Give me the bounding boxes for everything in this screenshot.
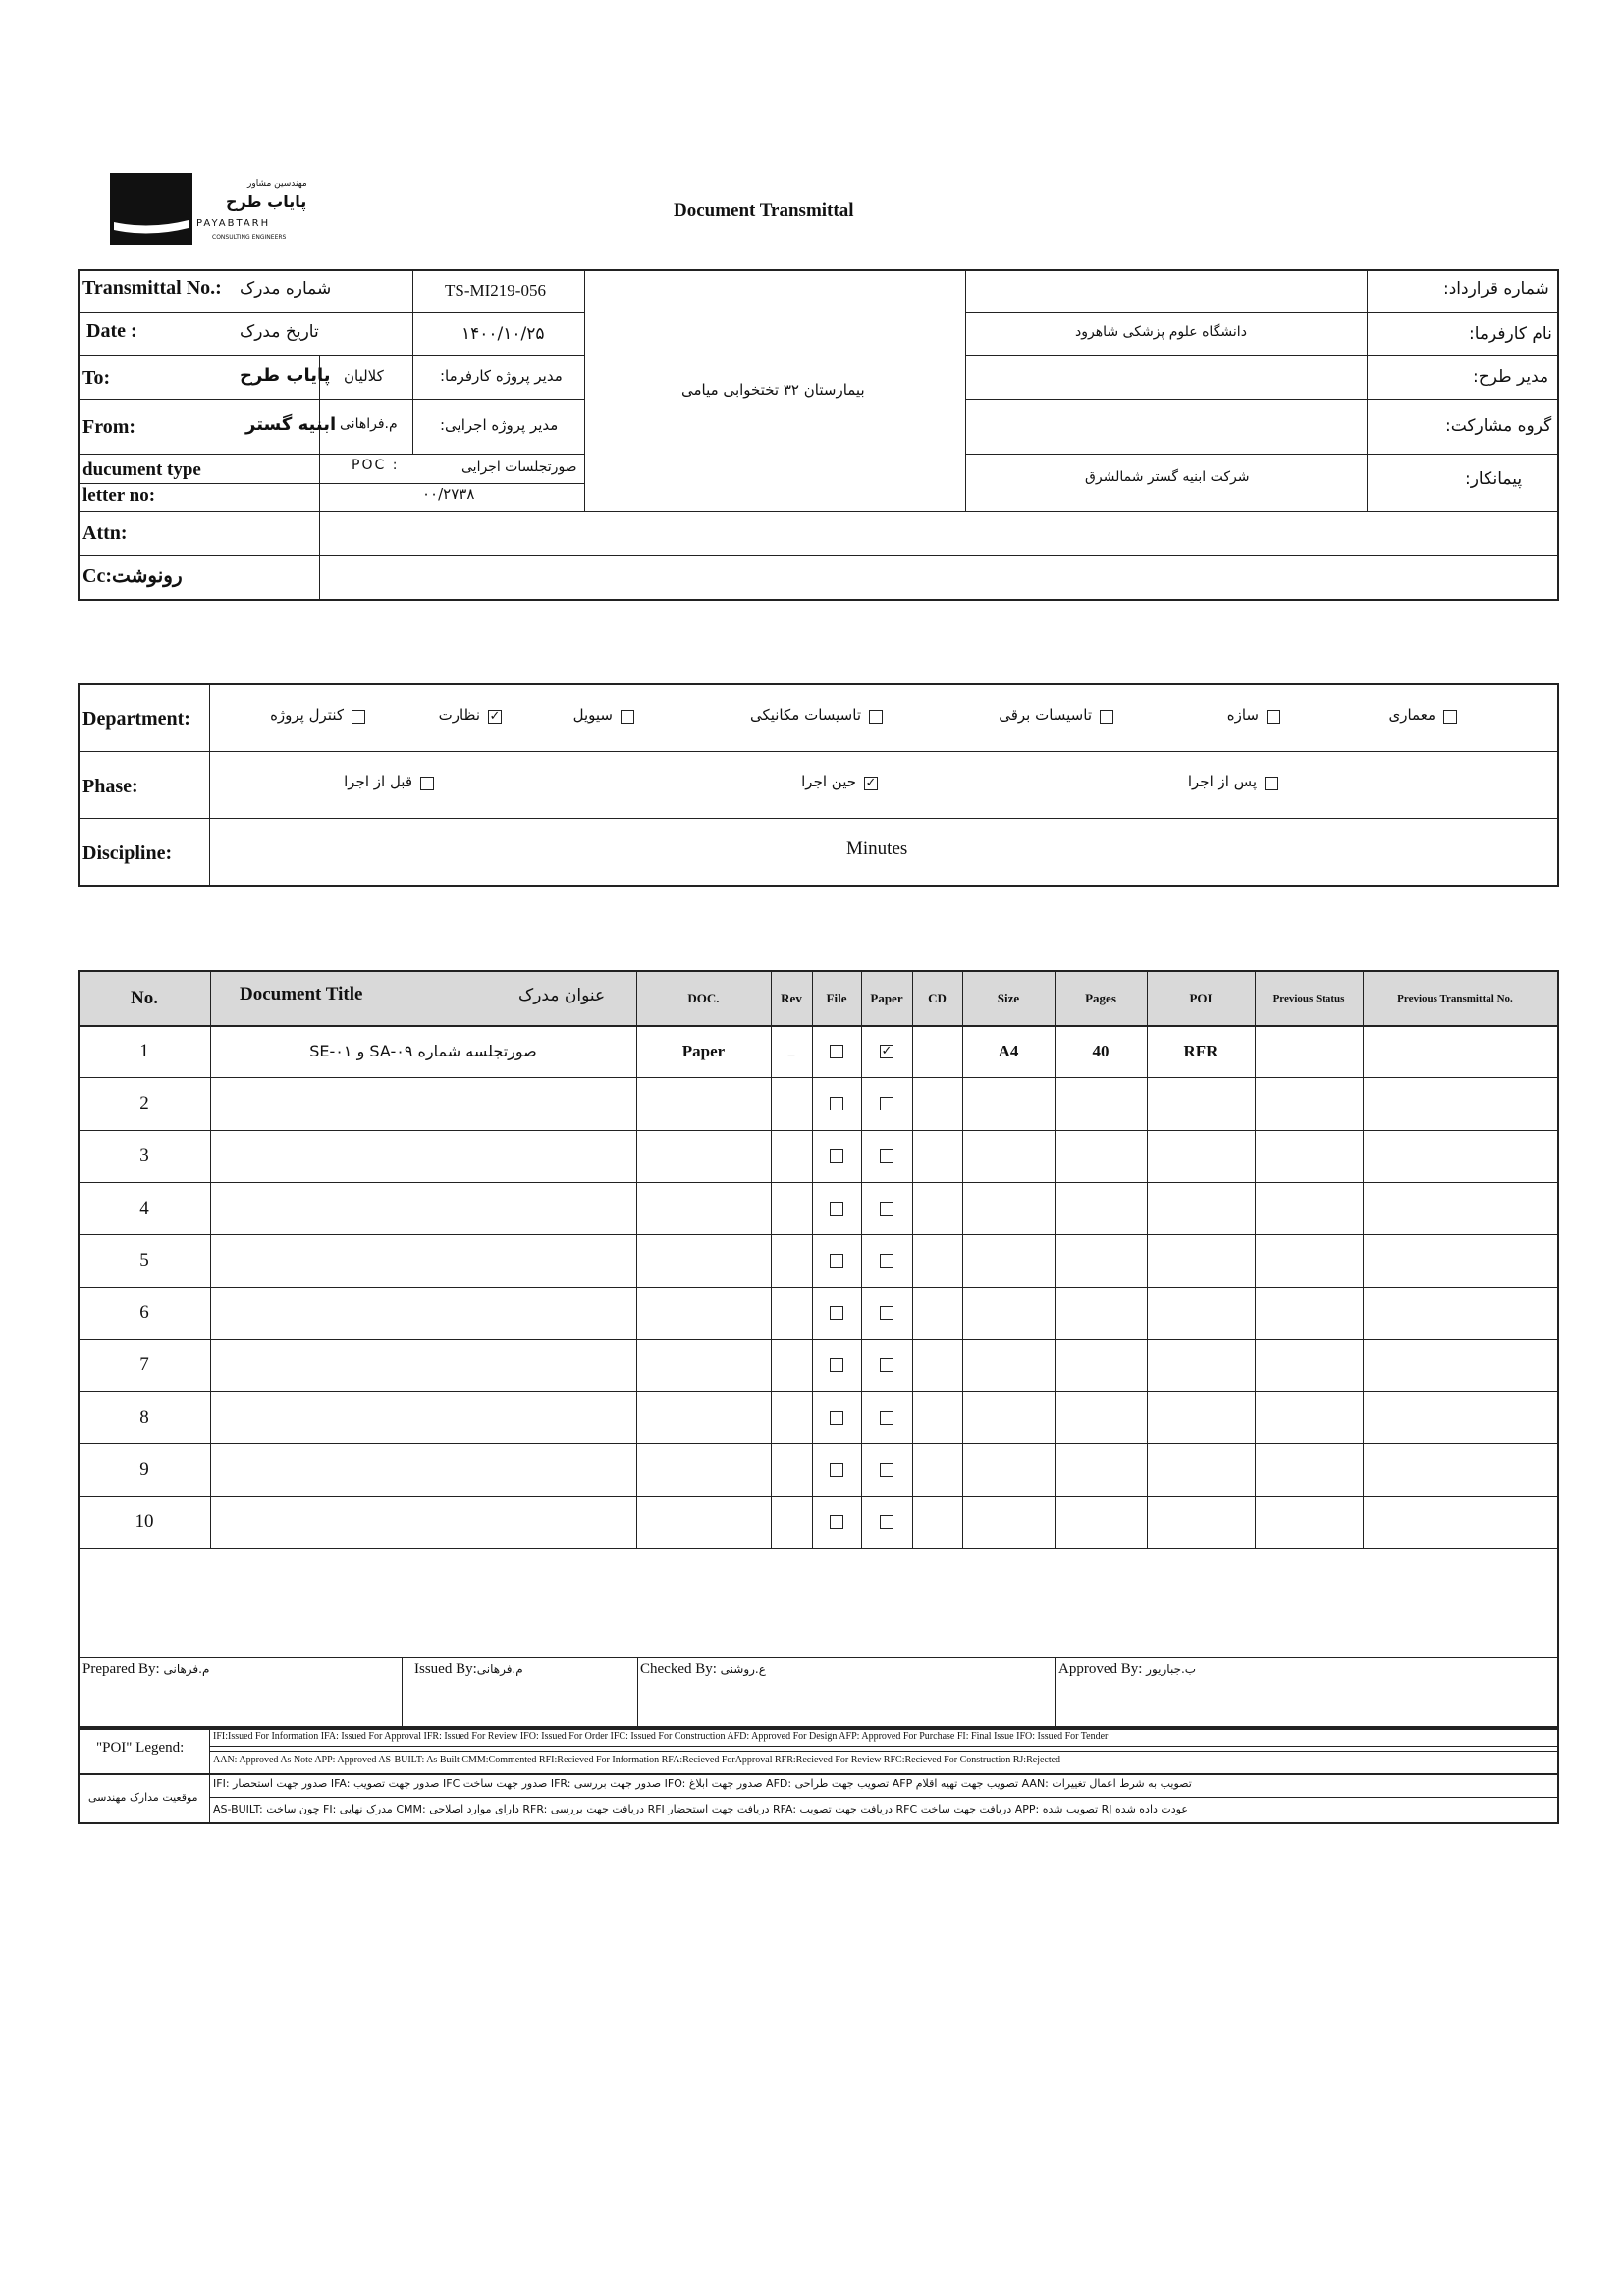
row-poi bbox=[1147, 1234, 1255, 1286]
row-doc bbox=[636, 1443, 771, 1495]
row-poi bbox=[1147, 1130, 1255, 1182]
row-doc: Paper bbox=[681, 1041, 726, 1060]
row-poi bbox=[1147, 1182, 1255, 1234]
department-checkbox[interactable] bbox=[352, 710, 365, 724]
col-header-paper: Paper bbox=[870, 991, 903, 1005]
row-rev bbox=[771, 1339, 812, 1391]
approved-by-label: Approved By: ب.جباریور bbox=[1058, 1661, 1197, 1677]
department-checkbox[interactable] bbox=[869, 710, 883, 724]
doc-type-value: صورتجلسات اجرایی bbox=[461, 460, 577, 475]
phase-checkbox[interactable] bbox=[420, 777, 434, 790]
row-no: 3 bbox=[139, 1145, 149, 1166]
row-pages bbox=[1055, 1443, 1147, 1495]
row-title: صورتجلسه شماره SA-۰۹ و SE-۰۱ bbox=[309, 1042, 537, 1061]
header-box bbox=[78, 269, 1559, 601]
row-no: 6 bbox=[139, 1302, 149, 1324]
phase-option-label: حین اجرا bbox=[801, 773, 856, 790]
doc-type-label: ducument type bbox=[82, 460, 201, 480]
row-file-checkbox[interactable] bbox=[830, 1045, 843, 1058]
row-size bbox=[962, 1391, 1055, 1443]
row-poi bbox=[1147, 1339, 1255, 1391]
row-doc bbox=[636, 1339, 771, 1391]
row-title bbox=[210, 1234, 636, 1286]
attn-label: Attn: bbox=[82, 522, 128, 544]
row-file-checkbox[interactable] bbox=[830, 1149, 843, 1163]
department-option-label: نظارت bbox=[438, 706, 480, 724]
partnership-label: گروه مشارکت: bbox=[1445, 416, 1552, 436]
row-file-checkbox[interactable] bbox=[830, 1515, 843, 1529]
row-paper-checkbox[interactable] bbox=[880, 1202, 893, 1216]
row-title bbox=[210, 1287, 636, 1339]
checked-by-value: ع.روشنی bbox=[720, 1662, 766, 1676]
row-doc bbox=[636, 1077, 771, 1129]
col-header-prev-transmittal: Previous Transmittal No. bbox=[1397, 992, 1513, 1004]
logo-line2: پایاب طرح bbox=[226, 192, 307, 211]
logo-line3: PAYABTARH bbox=[196, 218, 271, 229]
row-rev bbox=[771, 1182, 812, 1234]
row-rev bbox=[771, 1130, 812, 1182]
department-option-label: سیویل bbox=[572, 706, 613, 724]
doc-type-code: POC : bbox=[352, 458, 400, 473]
row-poi: RFR bbox=[1183, 1041, 1218, 1060]
col-header-title-en: Document Title bbox=[240, 984, 363, 1004]
row-size bbox=[962, 1182, 1055, 1234]
poi-legend-label: "POI" Legend: bbox=[96, 1740, 185, 1756]
logo-line4: CONSULTING ENGINEERS bbox=[212, 234, 287, 241]
row-paper-checkbox[interactable] bbox=[880, 1515, 893, 1529]
prepared-by-label: Prepared By: م.فرهانی bbox=[82, 1661, 210, 1677]
transmittal-no-label-fa: شماره مدرک bbox=[240, 279, 332, 298]
col-header-rev: Rev bbox=[781, 991, 802, 1005]
row-pages bbox=[1055, 1077, 1147, 1129]
phase-checkbox[interactable] bbox=[1265, 777, 1278, 790]
transmittal-no-label: Transmittal No.: bbox=[82, 277, 222, 298]
row-paper-checkbox[interactable] bbox=[880, 1358, 893, 1372]
contractor-value: شرکت ابنیه گستر شمالشرق bbox=[1085, 469, 1250, 485]
row-size: A4 bbox=[998, 1041, 1019, 1060]
signature-box bbox=[78, 1657, 1559, 1728]
prepared-by-value: م.فرهانی bbox=[163, 1662, 210, 1676]
from-label: From: bbox=[82, 416, 136, 438]
discipline-label: Discipline: bbox=[82, 842, 173, 864]
col-header-poi: POI bbox=[1189, 991, 1213, 1005]
row-poi bbox=[1147, 1496, 1255, 1548]
col-header-size: Size bbox=[997, 991, 1020, 1005]
row-paper-checkbox[interactable] bbox=[880, 1463, 893, 1477]
row-file-checkbox[interactable] bbox=[830, 1411, 843, 1425]
row-title bbox=[210, 1077, 636, 1129]
issued-by-label: Issued By:م.فرهانی bbox=[414, 1661, 523, 1677]
row-title bbox=[210, 1339, 636, 1391]
row-doc bbox=[636, 1287, 771, 1339]
employer-value: دانشگاه علوم پزشکی شاهرود bbox=[1075, 324, 1247, 340]
row-file-checkbox[interactable] bbox=[830, 1202, 843, 1216]
row-file-checkbox[interactable] bbox=[830, 1306, 843, 1320]
row-doc bbox=[636, 1182, 771, 1234]
logo-mark bbox=[110, 173, 192, 245]
col-header-pages: Pages bbox=[1085, 991, 1116, 1005]
row-paper-checkbox[interactable] bbox=[880, 1306, 893, 1320]
date-label: Date : bbox=[86, 320, 137, 342]
employer-label: نام کارفرما: bbox=[1469, 324, 1552, 344]
row-pages bbox=[1055, 1496, 1147, 1548]
row-rev bbox=[771, 1391, 812, 1443]
checked-by-label: Checked By: ع.روشنی bbox=[640, 1661, 766, 1677]
approved-by-value: ب.جباریور bbox=[1146, 1662, 1197, 1676]
status-legend-label: موقعیت مدارک مهندسی bbox=[88, 1791, 198, 1804]
col-header-title-fa: عنوان مدرک bbox=[518, 986, 606, 1005]
department-checkbox[interactable]: ✓ bbox=[489, 709, 501, 724]
contract-no-label: شماره قرارداد: bbox=[1443, 279, 1549, 298]
row-doc bbox=[636, 1496, 771, 1548]
row-size bbox=[962, 1443, 1055, 1495]
row-no: 8 bbox=[139, 1406, 149, 1428]
department-label: Department: bbox=[82, 708, 190, 730]
department-checkbox[interactable] bbox=[1267, 710, 1280, 724]
row-size bbox=[962, 1496, 1055, 1548]
row-poi bbox=[1147, 1077, 1255, 1129]
department-option-label: کنترل پروژه bbox=[270, 706, 344, 724]
row-rev bbox=[771, 1496, 812, 1548]
row-no: 2 bbox=[139, 1092, 149, 1113]
row-poi bbox=[1147, 1287, 1255, 1339]
date-value: ۱۴۰۰/۱۰/۲۵ bbox=[461, 324, 545, 344]
row-size bbox=[962, 1130, 1055, 1182]
issued-by-value: م.فرهانی bbox=[476, 1662, 523, 1676]
row-paper-checkbox[interactable] bbox=[880, 1149, 893, 1163]
row-title bbox=[210, 1496, 636, 1548]
row-paper-checkbox[interactable] bbox=[880, 1411, 893, 1425]
poi-legend-line1: IFI:Issued For Information IFA: Issued For Approval IFR: Issued For Review IFO: Issued For Order IFC: Issued For Construction AFD: Approved For Design AFP: Approved For Purchase FI: Final Issue IFO: Issued For Tender bbox=[213, 1731, 1109, 1742]
row-pages bbox=[1055, 1287, 1147, 1339]
department-checkbox[interactable] bbox=[1443, 710, 1457, 724]
row-file-checkbox[interactable] bbox=[830, 1358, 843, 1372]
row-no: 5 bbox=[139, 1249, 149, 1271]
phase-label: Phase: bbox=[82, 776, 138, 797]
date-label-fa: تاریخ مدرک bbox=[240, 322, 319, 342]
page-title: Document Transmittal bbox=[674, 200, 854, 221]
phase-checkbox[interactable]: ✓ bbox=[865, 776, 877, 790]
row-pages: 40 bbox=[1092, 1041, 1110, 1060]
row-title bbox=[210, 1130, 636, 1182]
to-person: کلالیان bbox=[344, 367, 384, 385]
row-title bbox=[210, 1391, 636, 1443]
logo-line1: مهندسین مشاور bbox=[247, 179, 307, 189]
row-no: 7 bbox=[139, 1354, 149, 1376]
col-header-cd: CD bbox=[928, 991, 947, 1005]
department-option-label: تاسیسات مکانیکی bbox=[749, 706, 861, 724]
phase-option-label: پس از اجرا bbox=[1187, 773, 1257, 790]
row-poi bbox=[1147, 1443, 1255, 1495]
status-legend-line2: AS-BUILT: چون ساخت FI: مدرک نهایی CMM: دارای موارد اصلاحی RFR: دریافت جهت بررسی RFI دریافت جهت استحضار RFA: دریافت جهت تصویب RFC دریافت جهت ساخت APP: تصویب شده RJ عودت داده شده bbox=[213, 1803, 1188, 1815]
department-option-label: تاسیسات برقی bbox=[999, 706, 1092, 724]
to-value: پایاب طرح bbox=[240, 365, 331, 386]
row-size bbox=[962, 1339, 1055, 1391]
row-file-checkbox[interactable] bbox=[830, 1254, 843, 1268]
department-option-label: سازه bbox=[1226, 706, 1259, 724]
cc-label: Cc:رونوشت bbox=[82, 566, 183, 587]
row-rev bbox=[771, 1077, 812, 1129]
project-name: بیمارستان ۳۲ تختخوابی میامی bbox=[681, 381, 865, 399]
department-option-label: معماری bbox=[1388, 706, 1435, 724]
row-file-checkbox[interactable] bbox=[830, 1097, 843, 1110]
letter-no-label: letter no: bbox=[82, 485, 156, 506]
discipline-value: Minutes bbox=[846, 839, 908, 859]
row-size bbox=[962, 1287, 1055, 1339]
row-title bbox=[210, 1182, 636, 1234]
poi-legend-line2: AAN: Approved As Note APP: Approved AS-BUILT: As Built CMM:Commented RFI:Recieved For Information RFA:Recieved ForApproval RFR:Recieved For Review RFC:Recieved For Construction RJ:Rejected bbox=[213, 1755, 1061, 1765]
row-doc bbox=[636, 1234, 771, 1286]
row-pages bbox=[1055, 1182, 1147, 1234]
row-doc bbox=[636, 1130, 771, 1182]
status-legend-line1: IFI: صدور جهت استحضار IFA: صدور جهت تصویب IFC صدور جهت ساخت IFR: صدور جهت بررسی IFO: صدور جهت ابلاغ AFD: تصویب جهت طراحی AFP تصویب جهت تهیه اقلام AAN: تصویب به شرط اعمال تغییرات bbox=[213, 1777, 1192, 1790]
col-header-prev-status: Previous Status bbox=[1272, 992, 1345, 1004]
row-doc bbox=[636, 1391, 771, 1443]
col-header-no: No. bbox=[131, 988, 158, 1008]
row-no: 9 bbox=[139, 1459, 149, 1481]
contractor-label: پیمانکار: bbox=[1465, 469, 1523, 489]
row-pages bbox=[1055, 1339, 1147, 1391]
row-rev bbox=[771, 1443, 812, 1495]
from-person: م.فراهانی bbox=[340, 416, 398, 432]
to-label: To: bbox=[82, 367, 111, 389]
row-title bbox=[210, 1443, 636, 1495]
row-no: 4 bbox=[139, 1197, 149, 1218]
company-logo bbox=[110, 173, 316, 249]
row-no: 10 bbox=[135, 1511, 154, 1533]
to-role: مدیر پروژه کارفرما: bbox=[440, 367, 563, 385]
department-checkbox[interactable] bbox=[621, 710, 634, 724]
row-paper-checkbox[interactable] bbox=[880, 1254, 893, 1268]
row-rev bbox=[771, 1234, 812, 1286]
row-rev bbox=[771, 1287, 812, 1339]
row-file-checkbox[interactable] bbox=[830, 1463, 843, 1477]
transmittal-no-value: TS-MI219-056 bbox=[445, 281, 546, 299]
col-header-file: File bbox=[826, 991, 847, 1005]
row-pages bbox=[1055, 1130, 1147, 1182]
row-no: 1 bbox=[139, 1040, 149, 1061]
row-pages bbox=[1055, 1391, 1147, 1443]
letter-no-value: ۰۰/۲۷۳۸ bbox=[422, 485, 475, 503]
department-checkbox[interactable] bbox=[1100, 710, 1113, 724]
from-value: ابنیه گستر bbox=[245, 414, 337, 435]
row-size bbox=[962, 1234, 1055, 1286]
row-paper-checkbox[interactable]: ✓ bbox=[881, 1043, 893, 1058]
phase-option-label: قبل از اجرا bbox=[344, 773, 412, 790]
from-role: مدیر پروژه اجرایی: bbox=[440, 416, 559, 434]
row-paper-checkbox[interactable] bbox=[880, 1097, 893, 1110]
row-size bbox=[962, 1077, 1055, 1129]
row-poi bbox=[1147, 1391, 1255, 1443]
col-header-doc: DOC. bbox=[687, 991, 720, 1005]
design-manager-label: مدیر طرح: bbox=[1473, 367, 1549, 387]
row-rev: _ bbox=[787, 1043, 795, 1058]
row-pages bbox=[1055, 1234, 1147, 1286]
